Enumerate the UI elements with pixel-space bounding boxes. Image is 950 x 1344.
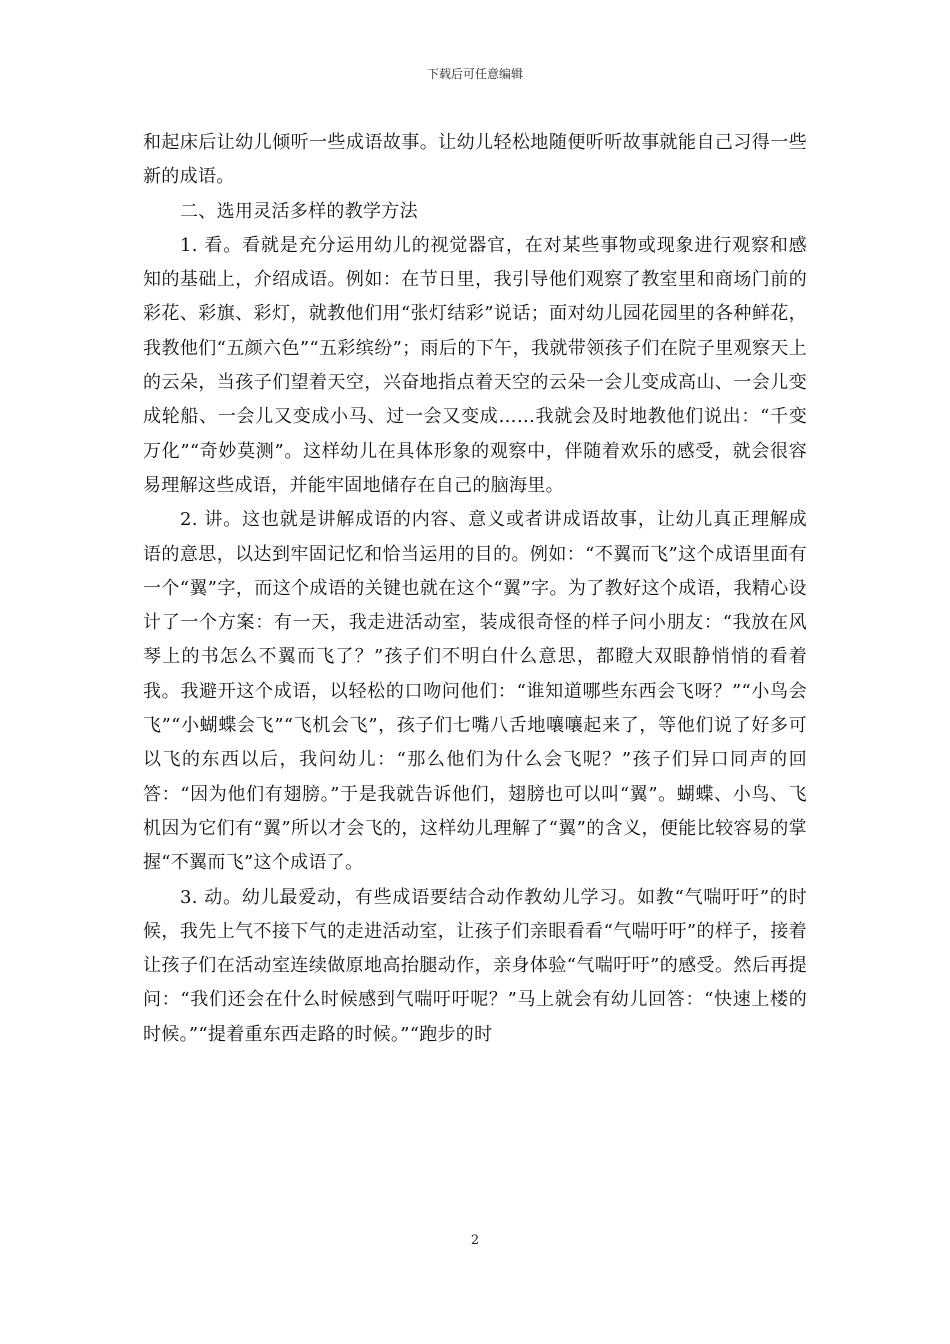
document-body — [143, 126, 807, 1052]
section-heading: 二、选用灵活多样的教学方法 — [180, 200, 418, 222]
paragraph-continuation: 和起床后让幼儿倾听一些成语故事。让幼儿轻松地随便听听故事就能自己习得一些新的成语。 — [143, 132, 807, 188]
page-number: 2 — [470, 1233, 480, 1248]
paragraph-look: 1. 看。看就是充分运用幼儿的视觉器官，在对某些事物或现象进行观察和感知的基础上，介绍成语。例如：在节日里，我引导他们观察了教室里和商场门前的彩花、彩旗、彩灯，就教他们用“张灯结彩”说话；面对幼儿园花园里的各种鲜花，我教他们“五颜六色”“五彩缤纷”；雨后的下午，我就带领孩子们在院子里观察天上的云朵，当孩子们望着天空，兴奋地指点着天空的云朵一会儿变成高山、一会儿变成轮船、一会儿又变成小马、过一会又变成……我就会及时地教他们说出：“千变万化”“奇妙莫测”。这样幼儿在具体形象的观察中，伴随着欢乐的感受，就会很容易理解这些成语，并能牢固地储存在自己的脑海里。 — [143, 234, 807, 496]
page-header: 下载后可任意编辑 — [426, 67, 523, 81]
paragraph-move: 3. 动。幼儿最爱动，有些成语要结合动作教幼儿学习。如教“气喘吁吁”的时候，我先上气不接下气的走进活动室，让孩子们亲眼看看“气喘吁吁”的样子，接着让孩子们在活动室连续做原地高抬腿动作，亲身体验“气喘吁吁”的感受。然后再提问：“我们还会在什么时候感到气喘吁吁呢？”马上就会有幼儿回答：“快速上楼的时候。”“提着重东西走路的时候。”“跑步的时 — [143, 886, 807, 1045]
paragraph-explain: 2. 讲。这也就是讲解成语的内容、意义或者讲成语故事，让幼儿真正理解成语的意思，以达到牢固记忆和恰当运用的目的。例如：“不翼而飞”这个成语里面有一个“翼”字，而这个成语的关键也就在这个“翼”字。为了教好这个成语，我精心设计了一个方案：有一天，我走进活动室，装成很奇怪的样子问小朋友：“我放在风琴上的书怎么不翼而飞了？”孩子们不明白什么意思，都瞪大双眼静悄悄的看着我。我避开这个成语，以轻松的口吻问他们：“谁知道哪些东西会飞呀？”“小鸟会飞”“小蝴蝶会飞”“飞机会飞”，孩子们七嘴八舌地嚷嚷起来了，等他们说了好多可以飞的东西以后，我问幼儿：“那么他们为什么会飞呢？”孩子们异口同声的回答：“因为他们有翅膀。”于是我就告诉他们，翅膀也可以叫“翼”。蝴蝶、小鸟、飞机因为它们有“翼”所以才会飞的，这样幼儿理解了“翼”的含义，便能比较容易的掌握“不翼而飞”这个成语了。 — [143, 509, 807, 874]
